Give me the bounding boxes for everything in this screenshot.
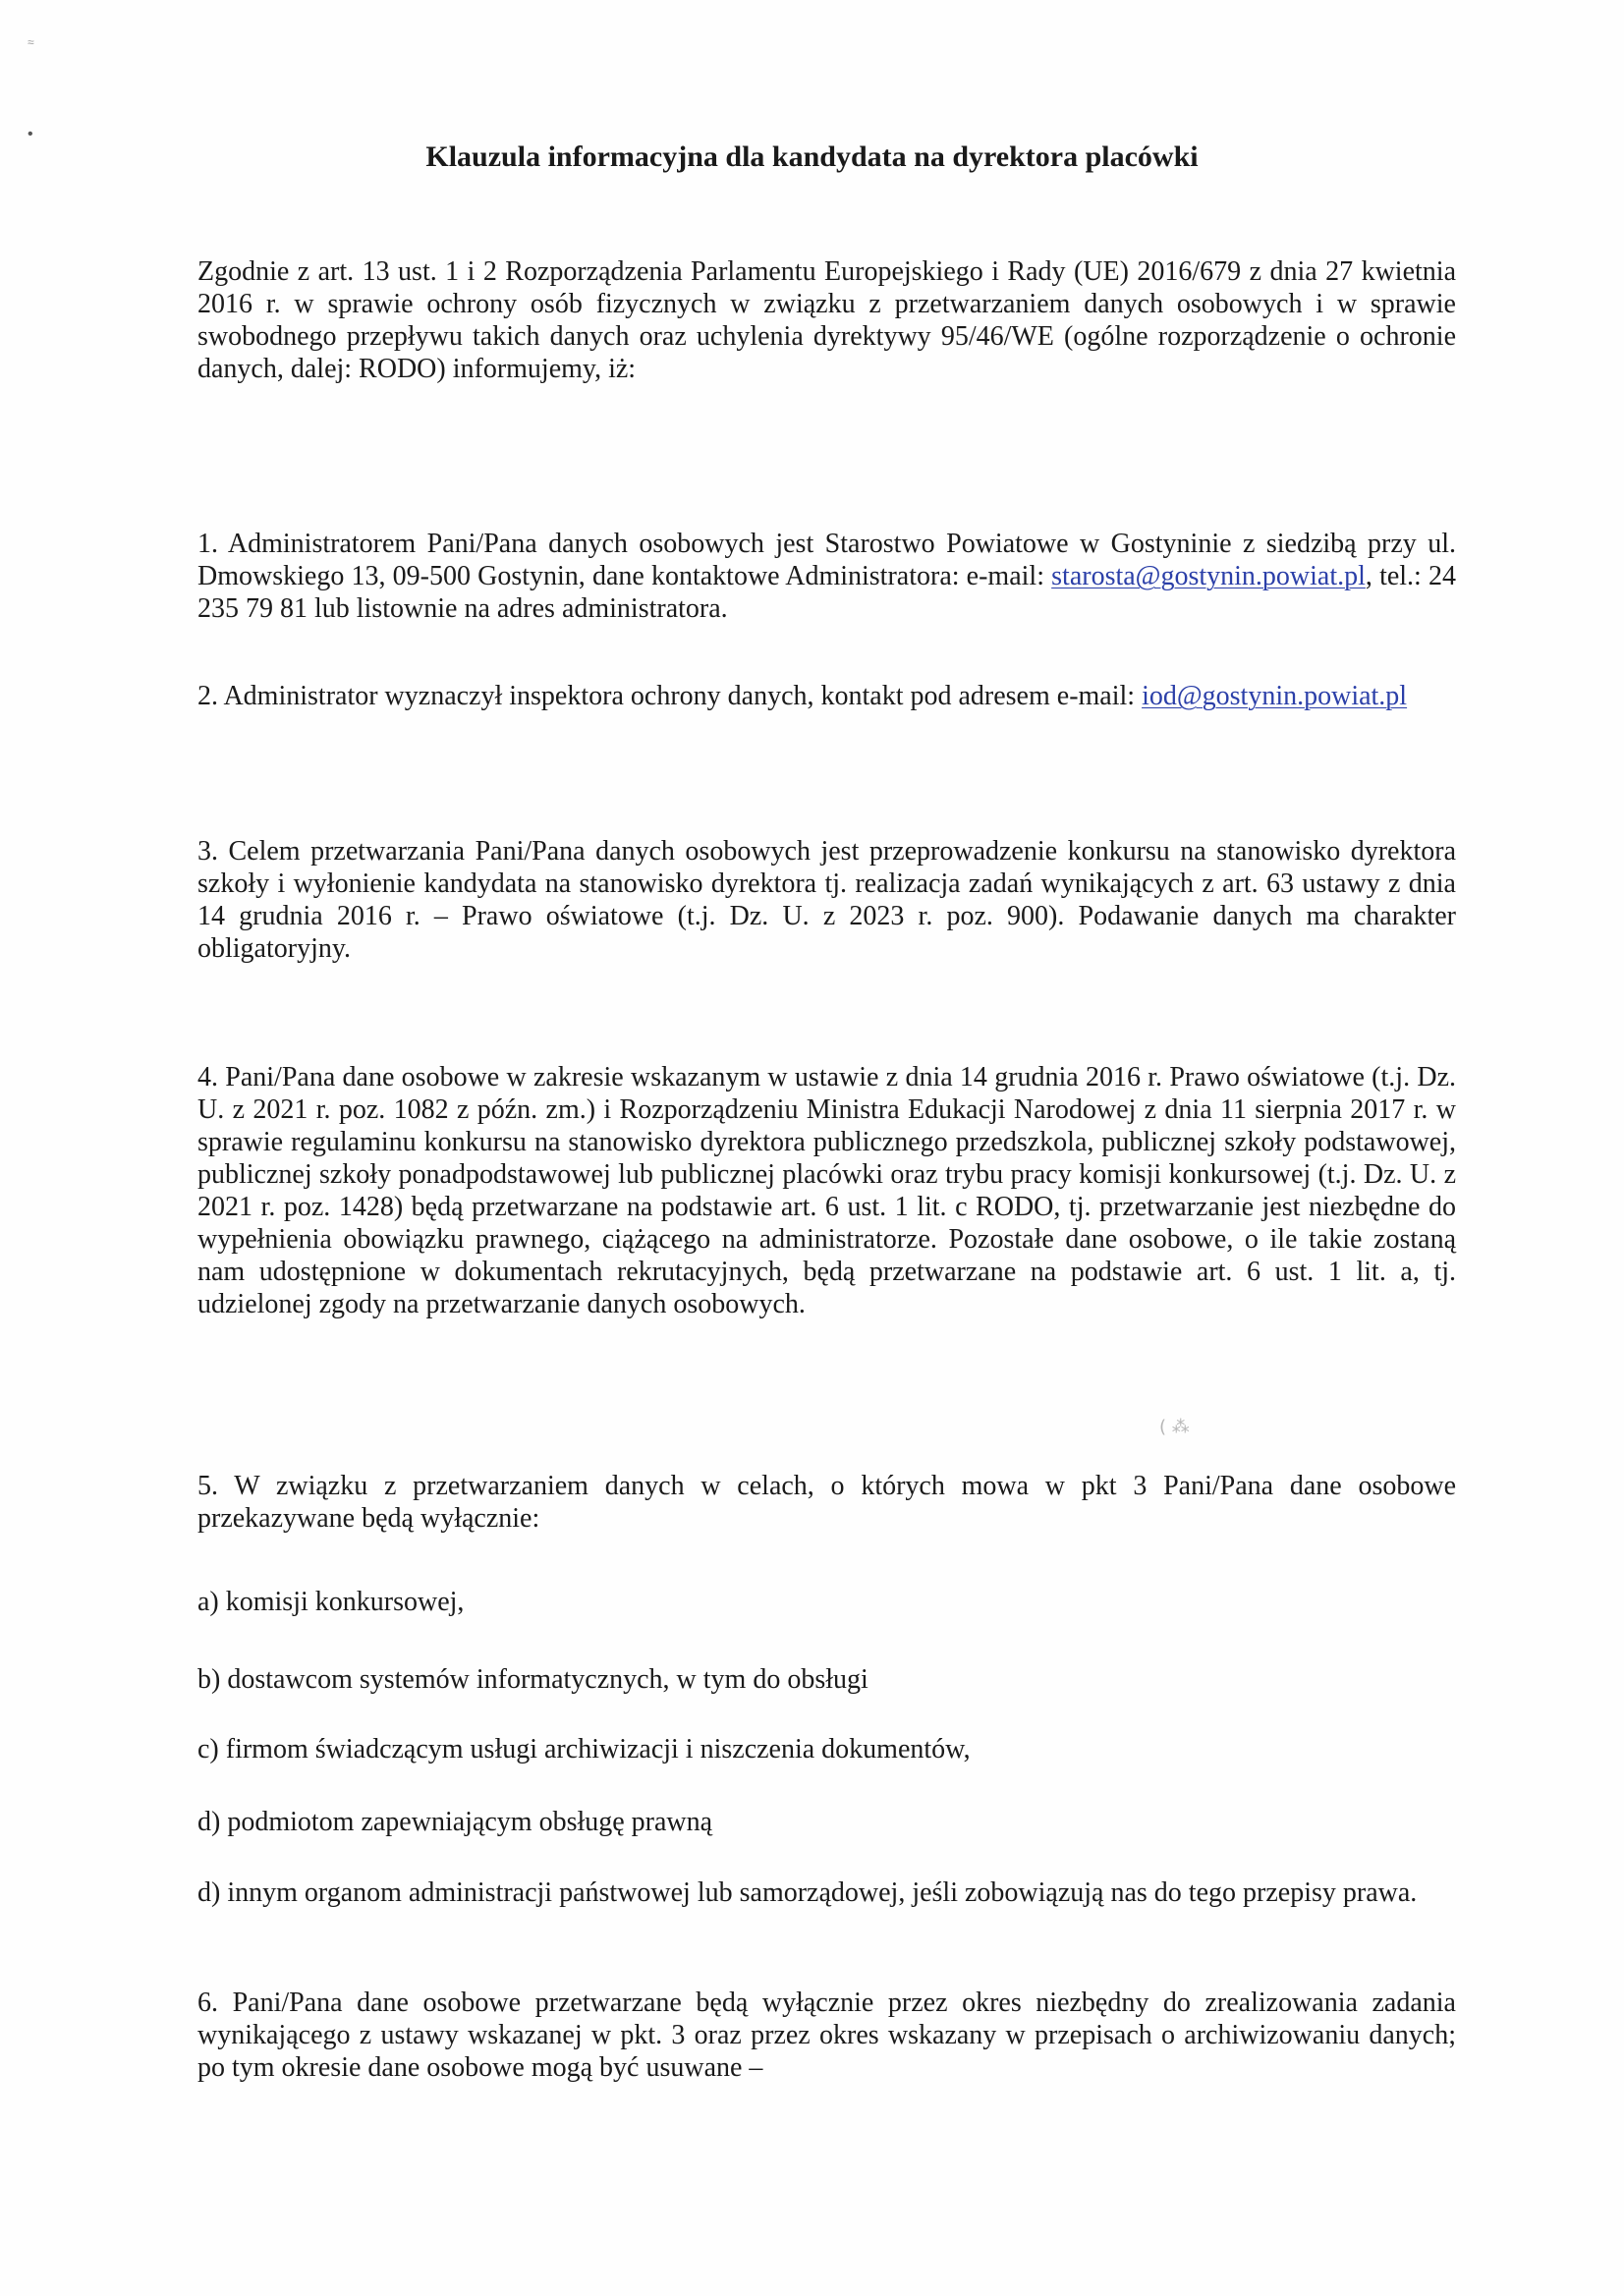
list-item: [197, 1806, 1456, 1838]
point-6-text: 6. Pani/Pana dane osobowe przetwarzane będą wyłącznie przez okres niezbędny do zrealizowania zadania wynikającego z ustawy wskazanej w pkt. 3 oraz przez okres wskazany w przepisach o archiwizowaniu danych; po tym okresie dane osobowe mogą być usuwane –: [197, 1988, 1456, 2083]
point-3-purpose: [197, 835, 1456, 965]
list-item-d2: d) innym organom administracji państwowej lub samorządowej, jeśli zobowiązują nas do tego przepisy prawa.: [197, 1877, 1418, 1908]
point-2-text: [197, 680, 1456, 712]
list-item-d: d) podmiotom zapewniającym obsługę prawną: [197, 1807, 713, 1837]
point-4-text: 4. Pani/Pana dane osobowe w zakresie wskazanym w ustawie z dnia 14 grudnia 2016 r. Prawo oświatowe (t.j. Dz. U. z 2021 r. poz. 1082 z późn. zm.) i Rozporządzeniu Ministra Edukacji Narodowej z dnia 11 sierpnia 2017 r. w sprawie regulaminu konkursu na stanowisko dyrektora publicznego przedszkola, publicznej szkoły podstawowej, publicznej szkoły ponadpodstawowej lub publicznej placówki oraz trybu pracy komisji konkursowej (t.j. Dz. U. z 2021 r. poz. 1428) będą przetwarzane na podstawie art. 6 ust. 1 lit. c RODO, tj. przetwarzanie jest niezbędne do wypełnienia obowiązku prawnego, ciążącego na administratorze. Pozostałe dane osobowe, o ile takie zostaną nam udostępnione w dokumentach rekrutacyjnych, będą przetwarzane na podstawie art. 6 ust. 1 lit. a, tj. udzielonej zgody na przetwarzanie danych osobowych.: [197, 1062, 1456, 1319]
list-item: [197, 1663, 1456, 1696]
point-4-legal-basis: [197, 1061, 1456, 1320]
intro-paragraph: [197, 255, 1456, 385]
list-item-c: c) firmom świadczącym usługi archiwizacji i niszczenia dokumentów,: [197, 1734, 971, 1764]
point-1-text-after: , tel.: 24 235 79 81 lub listownie na adres administratora.: [197, 561, 1456, 624]
list-item-b: b) dostawcom systemów informatycznych, w tym do obsługi: [197, 1664, 868, 1695]
point-1-text-before: 1. Administratorem Pani/Pana danych osobowych jest Starostwo Powiatowe w Gostyninie z siedzibą przy ul. Dmowskiego 13, 09-500 Gostynin, dane kontaktowe Administratora: e-mail:: [197, 529, 1456, 591]
point-5-text: 5. W związku z przetwarzaniem danych w celach, o których mowa w pkt 3 Pani/Pana dane osobowe przekazywane będą wyłącznie:: [197, 1471, 1456, 1534]
list-item: [197, 1733, 1456, 1765]
list-item: [197, 1876, 1456, 1909]
scan-artifact-mark: ≈: [28, 35, 34, 49]
iod-email-link[interactable]: iod@gostynin.powiat.pl: [1142, 681, 1408, 711]
list-item: [197, 1586, 1456, 1618]
point-2-inspector: [197, 680, 1456, 712]
administrator-email-link[interactable]: starosta@gostynin.powiat.pl: [1051, 561, 1366, 591]
intro-text: Zgodnie z art. 13 ust. 1 i 2 Rozporządzenia Parlamentu Europejskiego i Rady (UE) 2016/679 z dnia 27 kwietnia 2016 r. w sprawie ochrony osób fizycznych w związku z przetwarzaniem danych osobowych i w sprawie swobodnego przepływu takich danych oraz uchylenia dyrektywy 95/46/WE (ogólne rozporządzenie o ochronie danych, dalej: RODO) informujemy, iż:: [197, 256, 1456, 384]
document-title: Klauzula informacyjna dla kandydata na dyrektora placówki: [425, 140, 1199, 173]
point-5-recipients: [197, 1470, 1456, 1535]
scan-smudge: ( ⁂: [1159, 1417, 1190, 1437]
point-3-text: 3. Celem przetwarzania Pani/Pana danych osobowych jest przeprowadzenie konkursu na stanowisko dyrektora szkoły i wyłonienie kandydata na stanowisko dyrektora tj. realizacja zadań wynikających z art. 63 ustawy z dnia 14 grudnia 2016 r. – Prawo oświatowe (t.j. Dz. U. z 2023 r. poz. 900). Podawanie danych ma charakter obligatoryjny.: [197, 836, 1456, 964]
point-1-text: [197, 528, 1456, 625]
list-item-a: a) komisji konkursowej,: [197, 1587, 465, 1617]
point-6-retention: [197, 1987, 1456, 2084]
scan-artifact-dot: •: [28, 126, 33, 142]
point-1-administrator: [197, 528, 1456, 625]
point-2-text-before: 2. Administrator wyznaczył inspektora ochrony danych, kontakt pod adresem e-mail:: [197, 681, 1143, 711]
